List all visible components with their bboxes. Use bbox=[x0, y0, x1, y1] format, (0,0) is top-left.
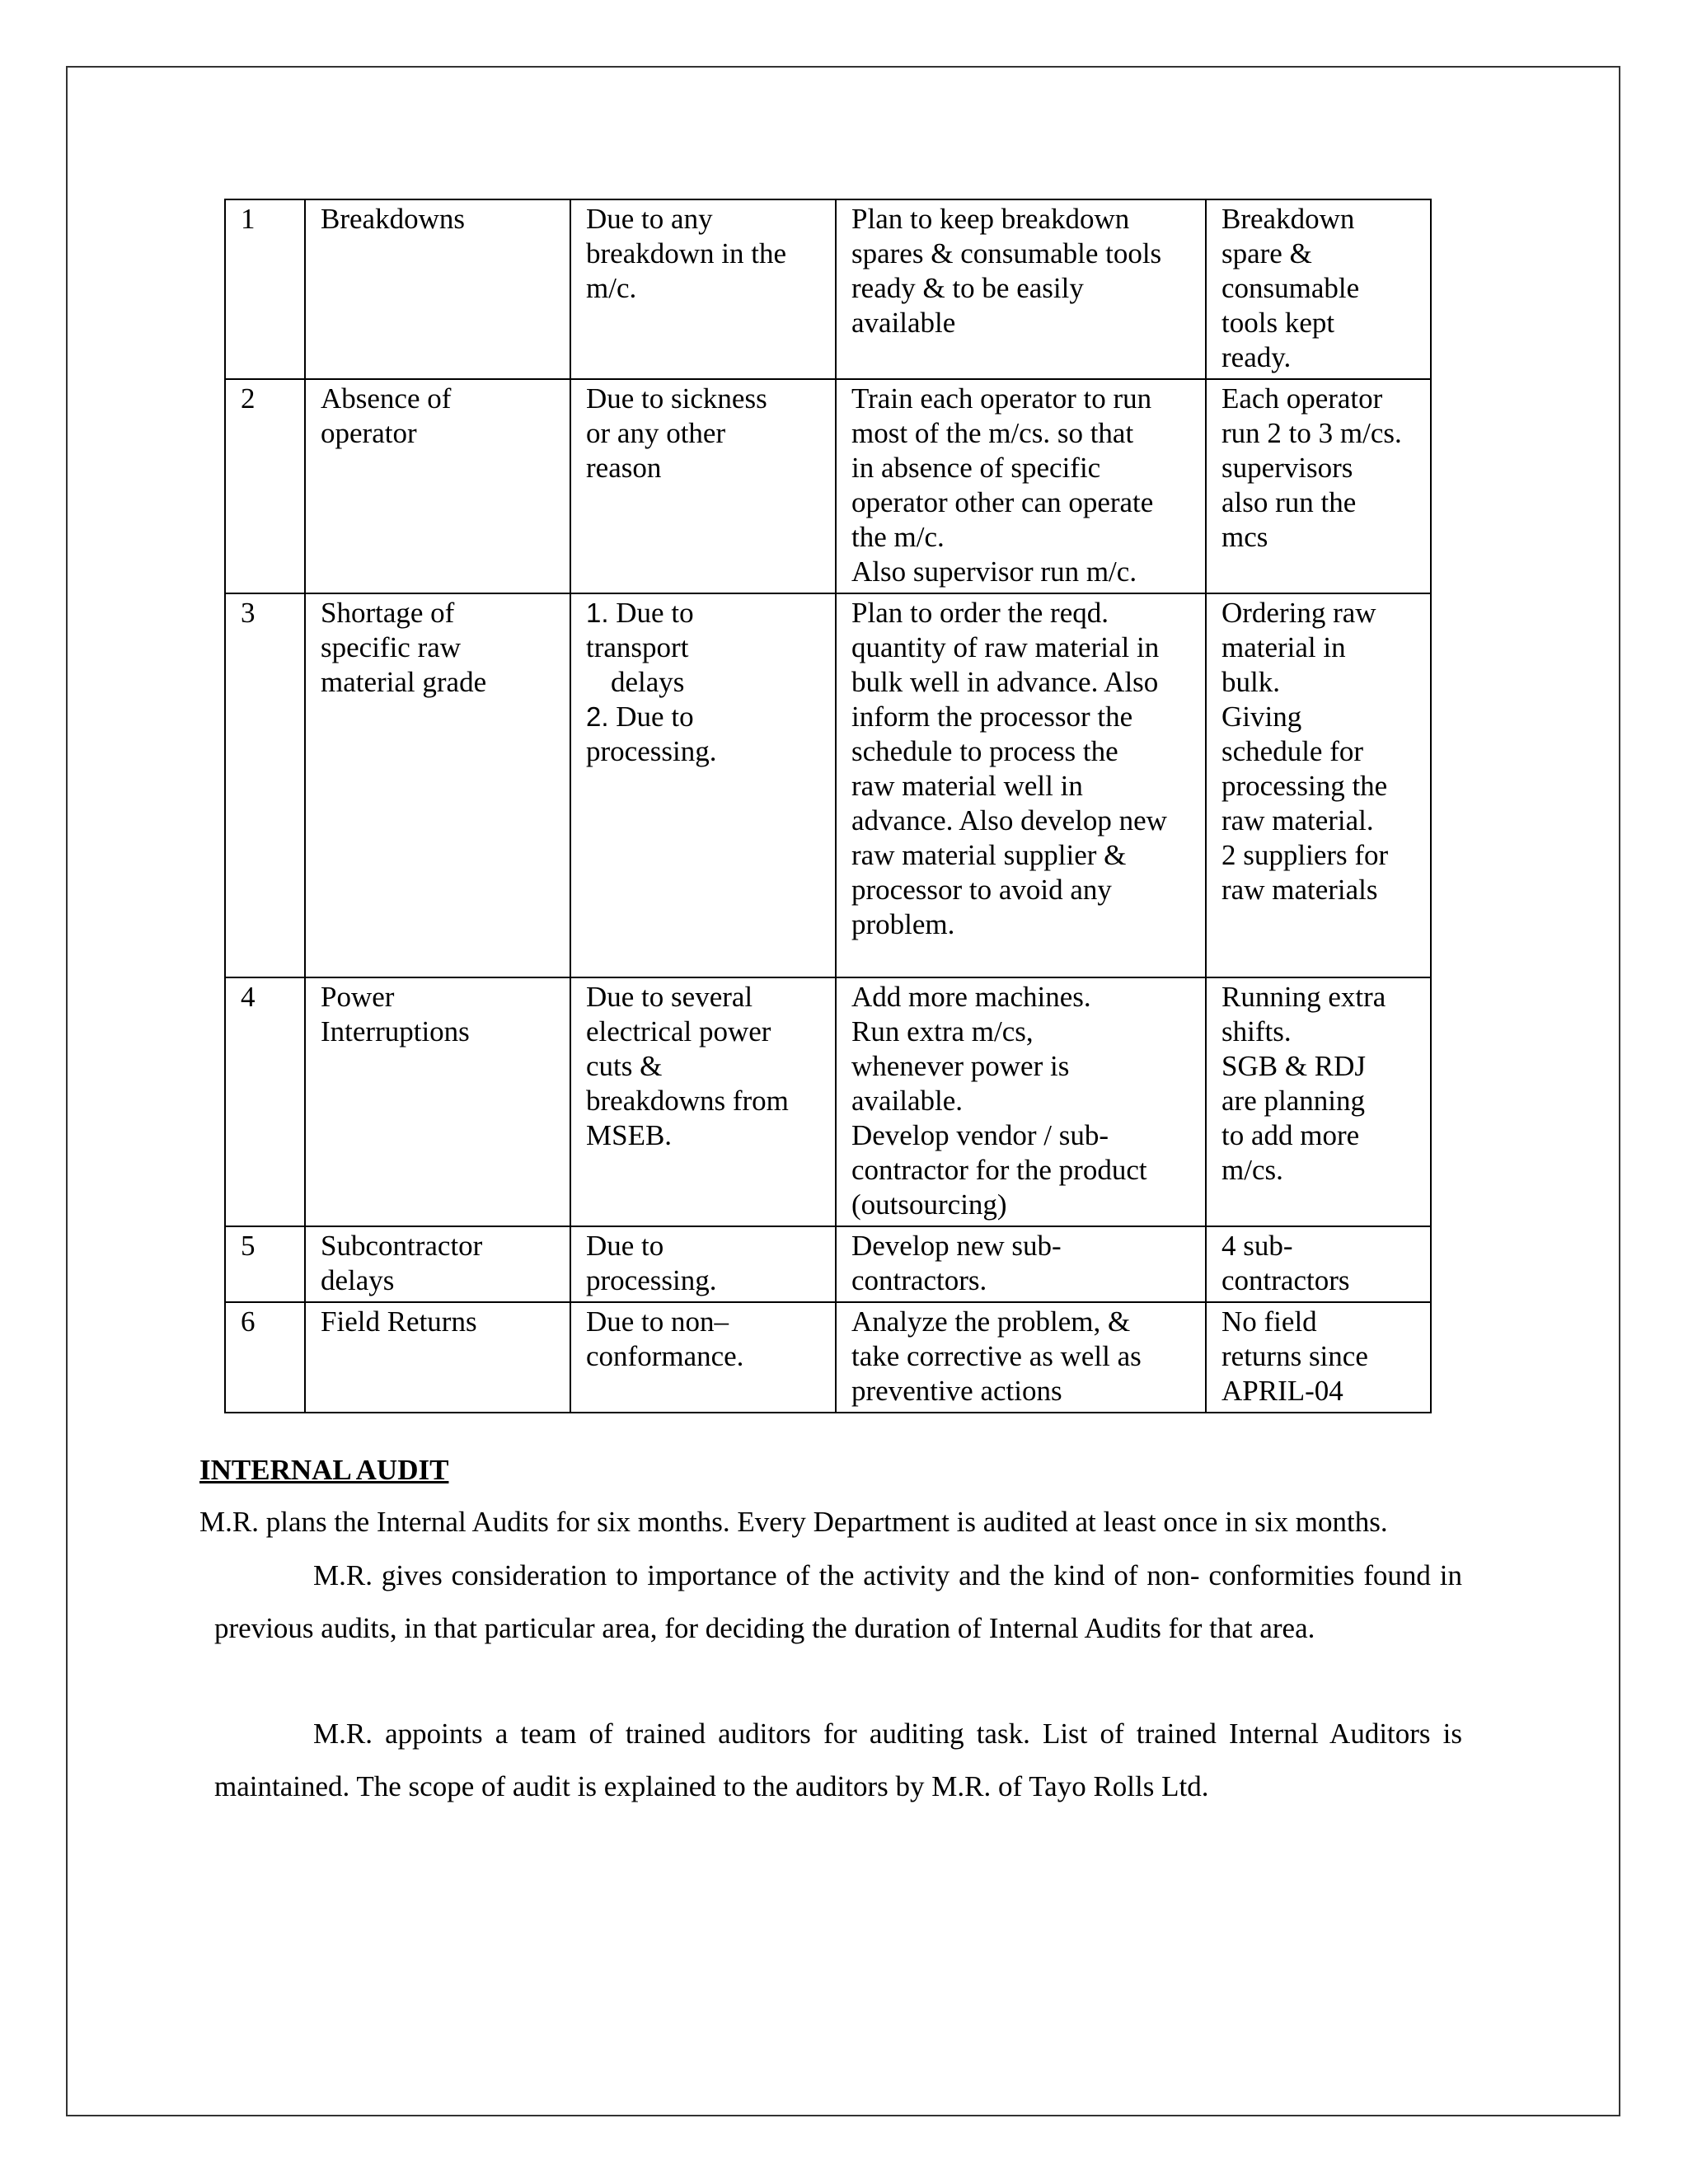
cause-item bbox=[586, 700, 827, 769]
audit-paragraph: M.R. appoints a team of trained auditors for auditing task. List of trained Internal Auditors is maintained. The scope of audit is explained to the auditors by M.R. of Tayo Rolls Ltd. bbox=[214, 1718, 1462, 1802]
table-row bbox=[225, 593, 1431, 977]
cause-cell: Due to sickness or any other reason bbox=[570, 379, 836, 593]
item-number: 1. bbox=[586, 598, 609, 628]
status-cell: 4 sub- contractors bbox=[1206, 1226, 1431, 1302]
plan-cell: Add more machines. Run extra m/cs, whenever power is available. Develop vendor / sub- contractor for the product (outsourcing) bbox=[836, 977, 1206, 1226]
audit-paragraph: M.R. plans the Internal Audits for six months. Every Department is audited at least once in six months. bbox=[199, 1506, 1388, 1538]
cause-cell bbox=[570, 593, 836, 977]
status-cell: Each operator run 2 to 3 m/cs. supervisors also run the mcs bbox=[1206, 379, 1431, 593]
row-number: 4 bbox=[225, 977, 305, 1226]
status-cell: Running extra shifts. SGB & RDJ are planning to add more m/cs. bbox=[1206, 977, 1431, 1226]
plan-cell: Plan to keep breakdown spares & consumable tools ready & to be easily available bbox=[836, 199, 1206, 379]
problem-cell: Absence of operator bbox=[305, 379, 570, 593]
row-number: 2 bbox=[225, 379, 305, 593]
problem-cell: Breakdowns bbox=[305, 199, 570, 379]
table-row bbox=[225, 1226, 1431, 1302]
item-continuation: delays bbox=[611, 666, 685, 698]
table-row bbox=[225, 379, 1431, 593]
cause-cell: Due to processing. bbox=[570, 1226, 836, 1302]
status-cell: Breakdown spare & consumable tools kept ready. bbox=[1206, 199, 1431, 379]
table-row bbox=[225, 1302, 1431, 1413]
row-number: 6 bbox=[225, 1302, 305, 1413]
problem-cell: Power Interruptions bbox=[305, 977, 570, 1226]
row-number: 3 bbox=[225, 593, 305, 977]
problem-cell: Field Returns bbox=[305, 1302, 570, 1413]
cause-cell: Due to non– conformance. bbox=[570, 1302, 836, 1413]
plan-cell: Analyze the problem, & take corrective as well as preventive actions bbox=[836, 1302, 1206, 1413]
status-cell: No field returns since APRIL-04 bbox=[1206, 1302, 1431, 1413]
item-text: Due to transport bbox=[586, 597, 694, 663]
problem-cell: Shortage of specific raw material grade bbox=[305, 593, 570, 977]
item-number: 2. bbox=[586, 701, 609, 732]
row-number: 5 bbox=[225, 1226, 305, 1302]
row-number: 1 bbox=[225, 199, 305, 379]
problems-table bbox=[224, 199, 1432, 1413]
problem-cell: Subcontractor delays bbox=[305, 1226, 570, 1302]
plan-cell: Train each operator to run most of the m/cs. so that in absence of specific operator other can operate the m/c. Also supervisor run m/c. bbox=[836, 379, 1206, 593]
table-row bbox=[225, 199, 1431, 379]
plan-cell: Plan to order the reqd. quantity of raw material in bulk well in advance. Also inform the processor the schedule to process the raw material well in advance. Also develop new raw material supplier & processor to avoid any problem. bbox=[836, 593, 1206, 977]
item-text: Due to processing. bbox=[586, 701, 717, 767]
audit-paragraph: M.R. gives consideration to importance of the activity and the kind of non- conformities found in previous audits, in that particular area, for deciding the duration of Internal Audits for that area. bbox=[214, 1559, 1462, 1644]
cause-cell: Due to several electrical power cuts & breakdowns from MSEB. bbox=[570, 977, 836, 1226]
cause-item bbox=[586, 596, 827, 665]
cause-cell: Due to any breakdown in the m/c. bbox=[570, 199, 836, 379]
status-cell: Ordering raw material in bulk. Giving schedule for processing the raw material. 2 suppliers for raw materials bbox=[1206, 593, 1431, 977]
plan-cell: Develop new sub- contractors. bbox=[836, 1226, 1206, 1302]
table-row bbox=[225, 977, 1431, 1226]
section-title: INTERNAL AUDIT bbox=[199, 1454, 449, 1486]
